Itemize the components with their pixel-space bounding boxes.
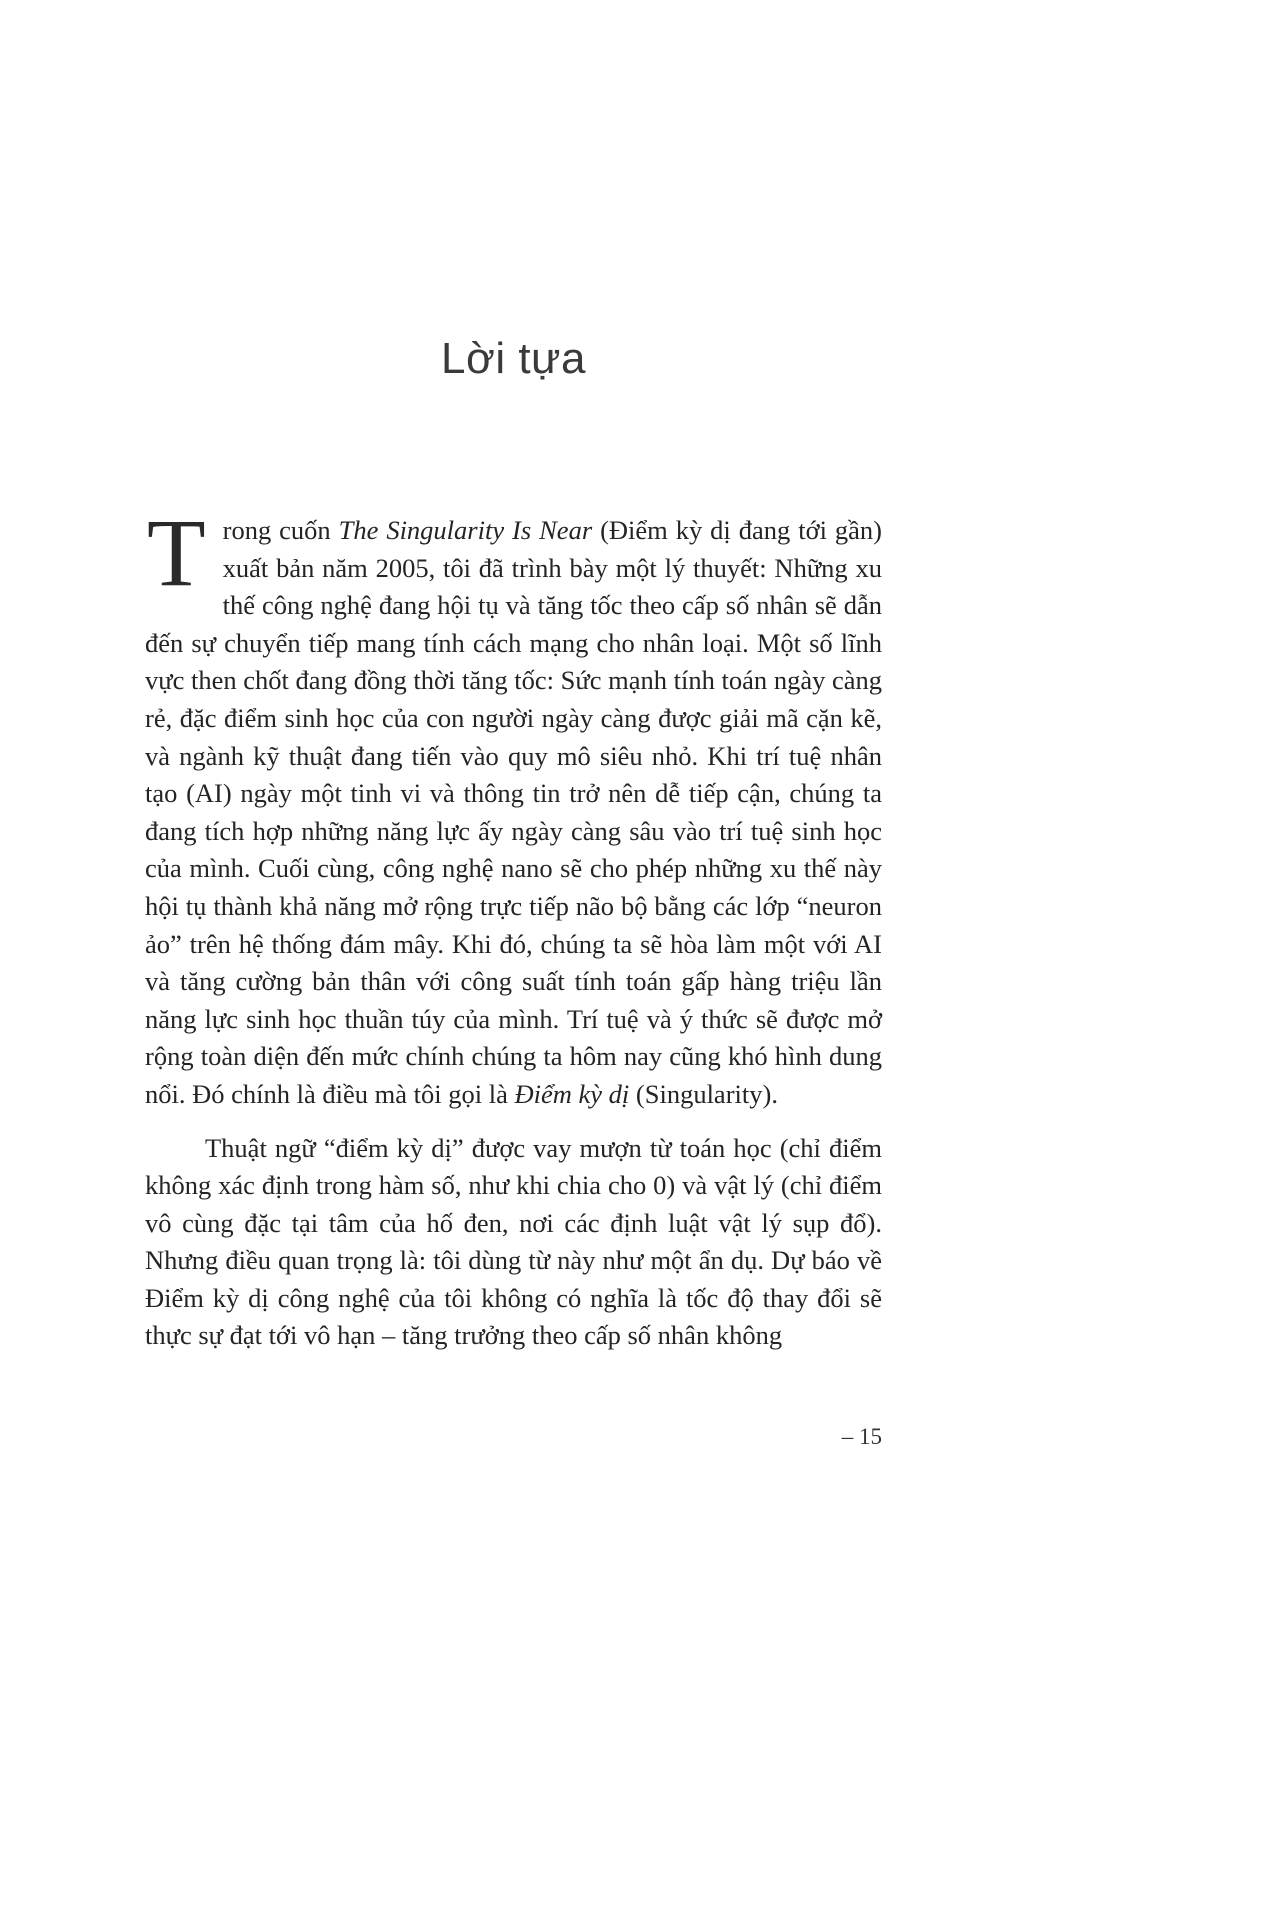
paragraph-2: Thuật ngữ “điểm kỳ dị” được vay mượn từ toán học (chỉ điểm không xác định trong hàm số, như khi chia cho 0) và vật lý (chỉ điểm vô cùng đặc tại tâm của hố đen, nơi các định luật vật lý sụp đổ). Nhưng điều quan trọng là: tôi dùng từ này như một ẩn dụ. Dự báo về Điểm kỳ dị công nghệ của tôi không có nghĩa là tốc độ thay đổi sẽ thực sự đạt tới vô hạn – tăng trưởng theo cấp số nhân không bbox=[145, 1132, 882, 1351]
paragraph-1 bbox=[145, 499, 882, 1114]
chapter-title: Lời tựa bbox=[441, 334, 586, 383]
page-number: – 15 bbox=[841, 1424, 882, 1449]
body-text bbox=[145, 499, 882, 1355]
drop-cap: T bbox=[147, 499, 206, 606]
paragraph-1-text: rong cuốn The Singularity Is Near (Điểm kỳ dị đang tới gần) xuất bản năm 2005, tôi đã trình bày một lý thuyết: Những xu thế công nghệ đang hội tụ và tăng tốc theo cấp số nhân sẽ dẫn đến sự chuyển tiếp mang tính cách mạng cho nhân loại. Một số lĩnh vực then chốt đang đồng thời tăng tốc: Sức mạnh tính toán ngày càng rẻ, đặc điểm sinh học của con người ngày càng được giải mã cặn kẽ, và ngành kỹ thuật đang tiến vào quy mô siêu nhỏ. Khi trí tuệ nhân tạo (AI) ngày một tinh vi và thông tin trở nên dễ tiếp cận, chúng ta đang tích hợp những năng lực ấy ngày càng sâu vào trí tuệ sinh học của mình. Cuối cùng, công nghệ nano sẽ cho phép những xu thế này hội tụ thành khả năng mở rộng trực tiếp não bộ bằng các lớp “neuron ảo” trên hệ thống đám mây. Khi đó, chúng ta sẽ hòa làm một với AI và tăng cường bản thân với công suất tính toán gấp hàng triệu lần năng lực sinh học thuần túy của mình. Trí tuệ và ý thức sẽ được mở rộng toàn diện đến mức chính chúng ta hôm nay cũng khó hình dung nổi. Đó chính là điều mà tôi gọi là Điểm kỳ dị (Singularity). bbox=[145, 515, 882, 1109]
